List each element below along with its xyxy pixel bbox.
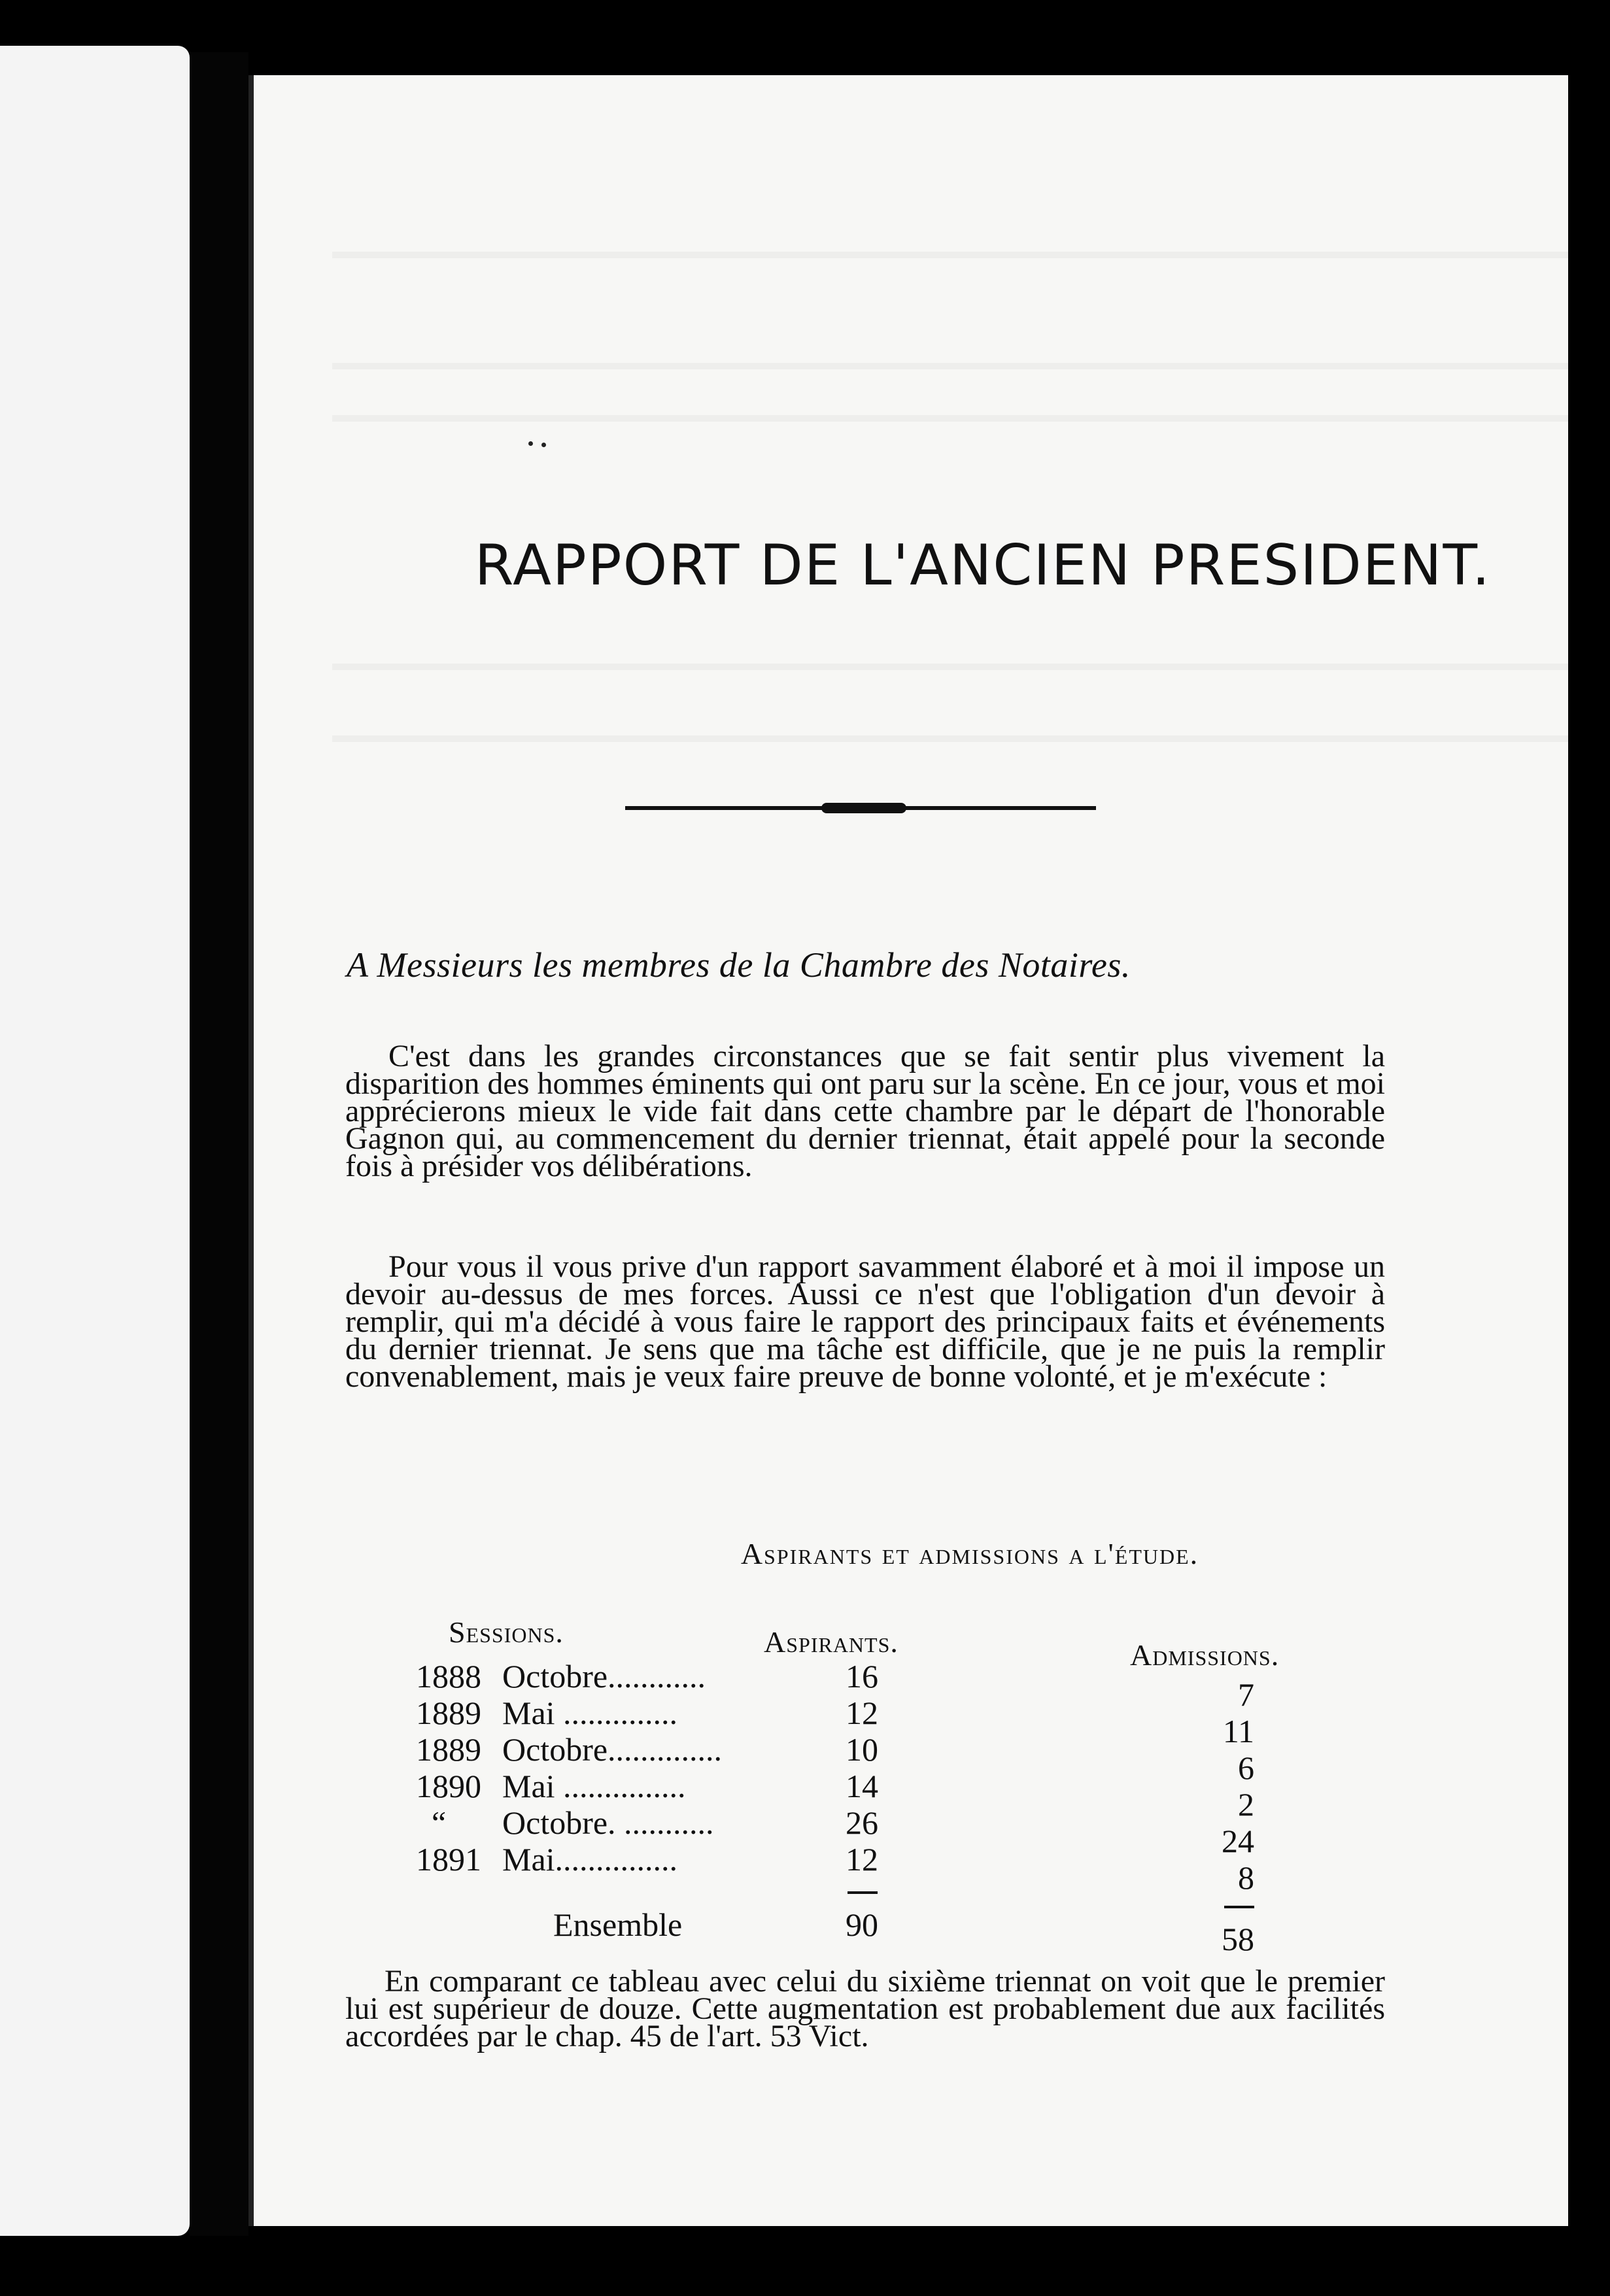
book-gutter [190, 52, 248, 2236]
row-aspirants: 16 [846, 1658, 878, 1695]
row-year: 1891 [416, 1841, 481, 1878]
row-year: 1889 [416, 1695, 481, 1731]
bleed-through [332, 415, 1568, 422]
bleed-through [332, 363, 1568, 369]
paragraph-3: En comparant ce tableau avec celui du sixième triennat on voit que le premier lui est supérieur de douze. Cette augmentation est probablement due aux facilités accordées par le chap. 45 de l'art. 53 Vict. [345, 1964, 1385, 2053]
salutation: A Messieurs les membres de la Chambre des Notaires. [347, 945, 1131, 985]
sum-rule-aspirants [848, 1891, 878, 1894]
column-header-aspirants: Aspirants. [764, 1625, 899, 1659]
row-admissions: 7 [1238, 1676, 1254, 1713]
column-header-sessions: Sessions. [449, 1615, 564, 1649]
paragraph-2: Pour vous il vous prive d'un rapport savamment élaboré et à moi il impose un devoir au-dessus de mes forces. Aussi ce n'est que l'obligation d'un devoir à remplir, qui m'a décidé à vous faire le rapport des principaux faits et événements du dernier triennat. Je sens que ma tâche est difficile, que je ne puis la remplir convenablement, mais je veux faire preuve de bonne volonté, et je m'exécute : [345, 1249, 1385, 1394]
row-month: Mai .............. [502, 1695, 678, 1731]
row-year: 1889 [416, 1731, 481, 1768]
page-title: RAPPORT DE L'ANCIEN PRESIDENT. [474, 533, 1492, 598]
table-heading: Aspirants et admissions a l'étude. [740, 1537, 1199, 1570]
total-admissions: 58 [1222, 1921, 1254, 1957]
table-row [254, 1840, 1568, 1896]
bleed-through [332, 664, 1568, 670]
paragraph-1: C'est dans les grandes circonstances que se fait sentir plus vivement la disparition des hommes éminents qui ont paru sur la scène. En ce jour, vous et moi apprécierons mieux le vide fait dans cette chambre par le départ de l'honorable Gagnon qui, au commencement du dernier triennat, était appelé pour la seconde fois à présider vos délibérations. [345, 1039, 1385, 1183]
column-header-admissions: Admissions. [1130, 1638, 1280, 1672]
row-aspirants: 26 [846, 1804, 878, 1841]
row-year: 1890 [416, 1768, 481, 1804]
row-admissions: 11 [1222, 1713, 1254, 1749]
table-row [254, 1804, 1568, 1859]
row-admissions: 24 [1222, 1823, 1254, 1859]
row-aspirants: 10 [846, 1731, 878, 1768]
row-admissions: 8 [1238, 1859, 1254, 1896]
title-rule-ornament [821, 803, 906, 813]
document-page [248, 75, 1568, 2226]
sum-rule-admissions [1224, 1906, 1254, 1908]
total-aspirants: 90 [846, 1906, 878, 1943]
row-month: Octobre.............. [502, 1731, 723, 1768]
ink-speck [528, 441, 533, 446]
table-row [254, 1694, 1568, 1749]
total-label: Ensemble [553, 1906, 683, 1943]
row-aspirants: 12 [846, 1841, 878, 1878]
ink-speck [541, 443, 546, 447]
row-aspirants: 14 [846, 1768, 878, 1804]
row-admissions: 2 [1238, 1786, 1254, 1823]
row-admissions: 6 [1238, 1749, 1254, 1786]
row-year: 1888 [416, 1658, 481, 1695]
bleed-through [332, 735, 1568, 742]
row-aspirants: 12 [846, 1695, 878, 1731]
row-month: Mai ............... [502, 1768, 686, 1804]
row-month: Octobre............ [502, 1658, 706, 1695]
facing-page-edge [0, 46, 190, 2236]
row-month: Octobre. ........... [502, 1804, 714, 1841]
row-month: Mai............... [502, 1841, 678, 1878]
row-year: “ [432, 1804, 447, 1841]
bleed-through [332, 252, 1568, 258]
